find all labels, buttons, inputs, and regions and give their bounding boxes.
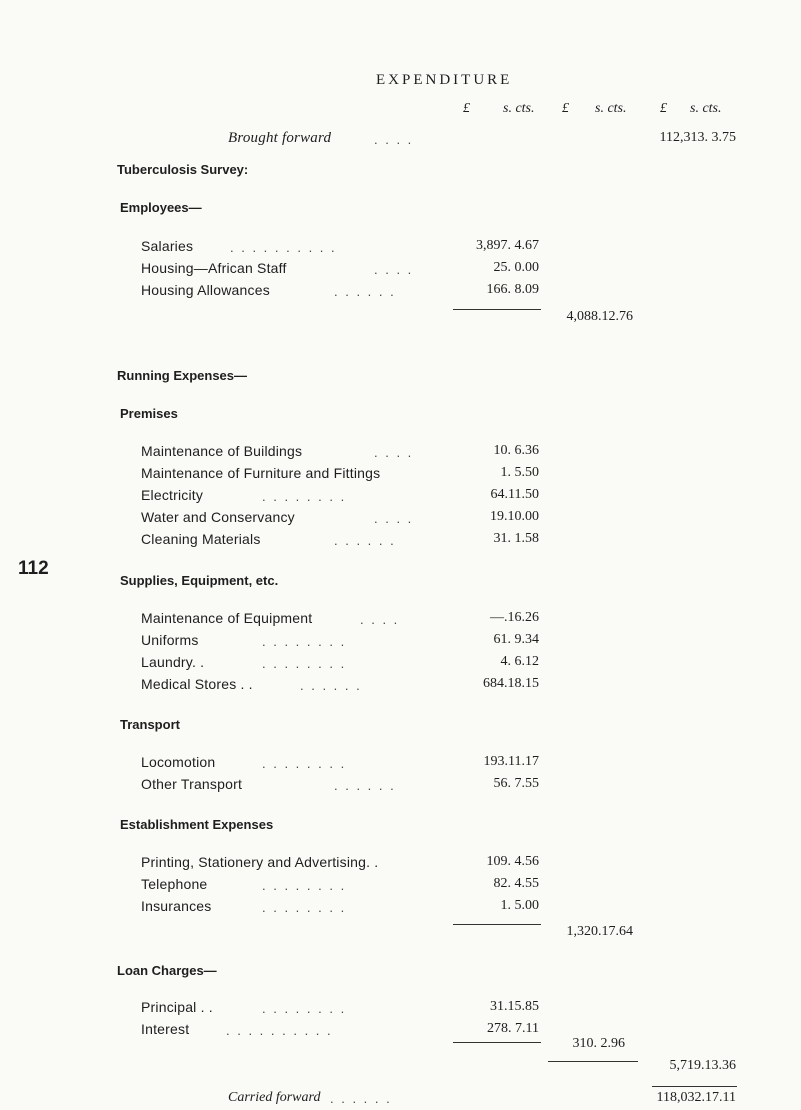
- housing-allowances-amount: 166. 8.09: [486, 282, 539, 297]
- printing-stationery-label: Printing, Stationery and Advertising. .: [141, 854, 379, 870]
- brought-forward-label: Brought forward: [228, 130, 332, 146]
- col2-pound-header: £: [562, 101, 569, 116]
- electricity-label: Electricity: [141, 487, 204, 503]
- principal-leader: . . . . . . . .: [262, 1001, 347, 1016]
- loan-charges-heading: Loan Charges—: [117, 963, 217, 978]
- housing-allowances-label: Housing Allowances: [141, 282, 270, 298]
- running-expenses-heading: Running Expenses—: [117, 368, 248, 383]
- housing-allowances-leader: . . . . . .: [334, 284, 396, 299]
- interest-leader: . . . . . . . . . .: [226, 1023, 333, 1038]
- cleaning-materials-amount: 31. 1.58: [493, 531, 539, 546]
- brought-forward-total: 112,313. 3.75: [659, 130, 736, 145]
- housing-african-staff-amount: 25. 0.00: [493, 260, 539, 275]
- running-expenses-subtotal: 1,320.17.64: [566, 924, 633, 939]
- cleaning-materials-leader: . . . . . .: [334, 533, 396, 548]
- carried-forward-rule: [652, 1086, 737, 1087]
- loan-subtotal-rule: [453, 1042, 541, 1043]
- medical-stores-leader: . . . . . .: [300, 678, 362, 693]
- brought-forward-leader: . . . .: [374, 132, 414, 147]
- carried-forward-leader: . . . . . .: [330, 1091, 392, 1106]
- uniforms-label: Uniforms: [141, 632, 199, 648]
- running-subtotal-rule: [453, 924, 541, 925]
- carried-forward-label: Carried forward: [228, 1090, 321, 1105]
- maintenance-buildings-label: Maintenance of Buildings: [141, 443, 303, 459]
- housing-african-staff-label: Housing—African Staff: [141, 260, 287, 276]
- employees-subtotal-rule: [453, 309, 541, 310]
- employees-heading: Employees—: [120, 200, 202, 215]
- laundry-leader: . . . . . . . .: [262, 656, 347, 671]
- principal-amount: 31.15.85: [490, 999, 539, 1014]
- principal-label: Principal . .: [141, 999, 213, 1015]
- electricity-amount: 64.11.50: [490, 487, 539, 502]
- maintenance-equipment-amount: —.16.26: [490, 610, 539, 625]
- employees-subtotal: 4,088.12.76: [566, 309, 633, 324]
- loan-charges-subtotal: 310. 2.96: [572, 1036, 625, 1051]
- locomotion-amount: 193.11.17: [483, 754, 539, 769]
- section-total-rule: [548, 1061, 638, 1062]
- maintenance-equipment-leader: . . . .: [360, 612, 400, 627]
- insurances-leader: . . . . . . . .: [262, 900, 347, 915]
- salaries-leader: . . . . . . . . . .: [230, 240, 337, 255]
- maintenance-buildings-amount: 10. 6.36: [493, 443, 539, 458]
- insurances-label: Insurances: [141, 898, 212, 914]
- tb-survey-heading: Tuberculosis Survey:: [117, 162, 249, 177]
- supplies-heading: Supplies, Equipment, etc.: [120, 573, 279, 588]
- housing-african-staff-leader: . . . .: [374, 262, 414, 277]
- section-total: 5,719.13.36: [669, 1058, 736, 1073]
- interest-amount: 278. 7.11: [487, 1021, 539, 1036]
- locomotion-leader: . . . . . . . .: [262, 756, 347, 771]
- electricity-leader: . . . . . . . .: [262, 489, 347, 504]
- telephone-amount: 82. 4.55: [493, 876, 539, 891]
- col3-shillings-header: s. cts.: [690, 101, 722, 116]
- interest-label: Interest: [141, 1021, 190, 1037]
- water-conservancy-label: Water and Conservancy: [141, 509, 295, 525]
- telephone-leader: . . . . . . . .: [262, 878, 347, 893]
- col1-pound-header: £: [463, 101, 470, 116]
- other-transport-leader: . . . . . .: [334, 778, 396, 793]
- water-conservancy-leader: . . . .: [374, 511, 414, 526]
- maintenance-equipment-label: Maintenance of Equipment: [141, 610, 313, 626]
- water-conservancy-amount: 19.10.00: [490, 509, 539, 524]
- cleaning-materials-label: Cleaning Materials: [141, 531, 261, 547]
- salaries-amount: 3,897. 4.67: [476, 238, 539, 253]
- other-transport-label: Other Transport: [141, 776, 243, 792]
- insurances-amount: 1. 5.00: [500, 898, 539, 913]
- salaries-label: Salaries: [141, 238, 194, 254]
- col1-shillings-header: s. cts.: [503, 101, 535, 116]
- medical-stores-label: Medical Stores . .: [141, 676, 253, 692]
- premises-heading: Premises: [120, 406, 178, 421]
- medical-stores-amount: 684.18.15: [483, 676, 539, 691]
- laundry-amount: 4. 6.12: [500, 654, 539, 669]
- carried-forward-total: 118,032.17.11: [656, 1090, 736, 1105]
- maintenance-buildings-leader: . . . .: [374, 445, 414, 460]
- transport-heading: Transport: [120, 717, 180, 732]
- other-transport-amount: 56. 7.55: [493, 776, 539, 791]
- maintenance-furniture-label: Maintenance of Furniture and Fittings: [141, 465, 381, 481]
- maintenance-furniture-amount: 1. 5.50: [500, 465, 539, 480]
- locomotion-label: Locomotion: [141, 754, 216, 770]
- printing-stationery-amount: 109. 4.56: [486, 854, 539, 869]
- page-number: 112: [18, 558, 49, 579]
- telephone-label: Telephone: [141, 876, 208, 892]
- laundry-label: Laundry. .: [141, 654, 205, 670]
- col3-pound-header: £: [660, 101, 667, 116]
- col2-shillings-header: s. cts.: [595, 101, 627, 116]
- uniforms-leader: . . . . . . . .: [262, 634, 347, 649]
- uniforms-amount: 61. 9.34: [493, 632, 539, 647]
- page-title: EXPENDITURE: [376, 72, 513, 88]
- establishment-heading: Establishment Expenses: [120, 817, 274, 832]
